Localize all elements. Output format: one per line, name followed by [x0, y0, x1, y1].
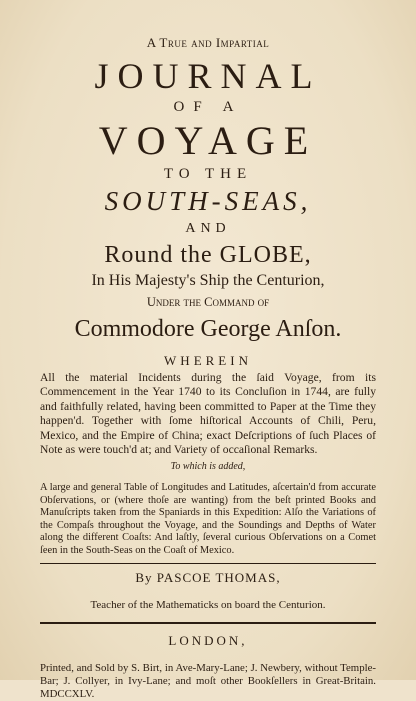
imprint-city: LONDON, [168, 632, 248, 648]
title-line-voyage: VOYAGE [98, 118, 318, 163]
imprint-text: Printed, and Sold by S. Birt, in Ave-Mary-Lane; J. Newbery, without Temple-Bar; J. Collyer, in Ivy-Lane; and moſt other Bookſellers in Great-Britain. MDCCXLV. [40, 661, 376, 700]
title-line-ship-centurion: In His Majesty's Ship the Centurion, [91, 272, 325, 289]
title-line-and: AND [185, 221, 231, 236]
title-line-of-a: OF A [173, 99, 243, 115]
title-line-journal: JOURNAL [94, 56, 322, 96]
title-line-to-the: TO THE [163, 166, 253, 182]
title-line-true-impartial: A True and Impartial [146, 35, 270, 50]
title-line-south-seas: SOUTH-SEAS, [104, 186, 312, 216]
table-description-paragraph: A large and general Table of Longitudes and Latitudes, aſcertain'd from accurate Obſervations, or (where thoſe are wanting) from the beſt printed Books and Manuſcripts taken from the Spaniards in this Expedition: Alſo the Variations of the Compaſs throughout the Voyage, and the Soundings and Depths of Water along the different Coaſts: And laſtly, ſeveral curious Obſervations on a Comet ſeen in the South-Seas on the Coaſt of Mexico. [40, 482, 376, 557]
added-note: To which is added, [170, 461, 246, 473]
double-divider-rule [40, 622, 376, 624]
divider-rule [40, 563, 376, 564]
title-line-commodore-anson: Commodore George Anſon. [74, 315, 342, 342]
wherein-heading: WHEREIN [164, 352, 252, 368]
title-line-under-command: Under the Command of [146, 295, 270, 309]
author-role: Teacher of the Mathematicks on board the Centurion. [90, 598, 326, 611]
description-paragraph: All the material Incidents during the ſaid Voyage, from its Commencement in the Year 1740 to its Concluſion in 1744, are fully and faithfully related, having been committed to Paper at the Time they happen'd. Together with ſome hiſtorical Accounts of Chili, Peru, Mexico, and the Empire of China; exact Deſcriptions of ſuch Places of Note as were touch'd at; and Variety of occaſional Remarks. [40, 370, 376, 457]
title-line-round-the-globe: Round the GLOBE, [104, 242, 312, 268]
author-byline: By PASCOE THOMAS, [135, 569, 281, 585]
